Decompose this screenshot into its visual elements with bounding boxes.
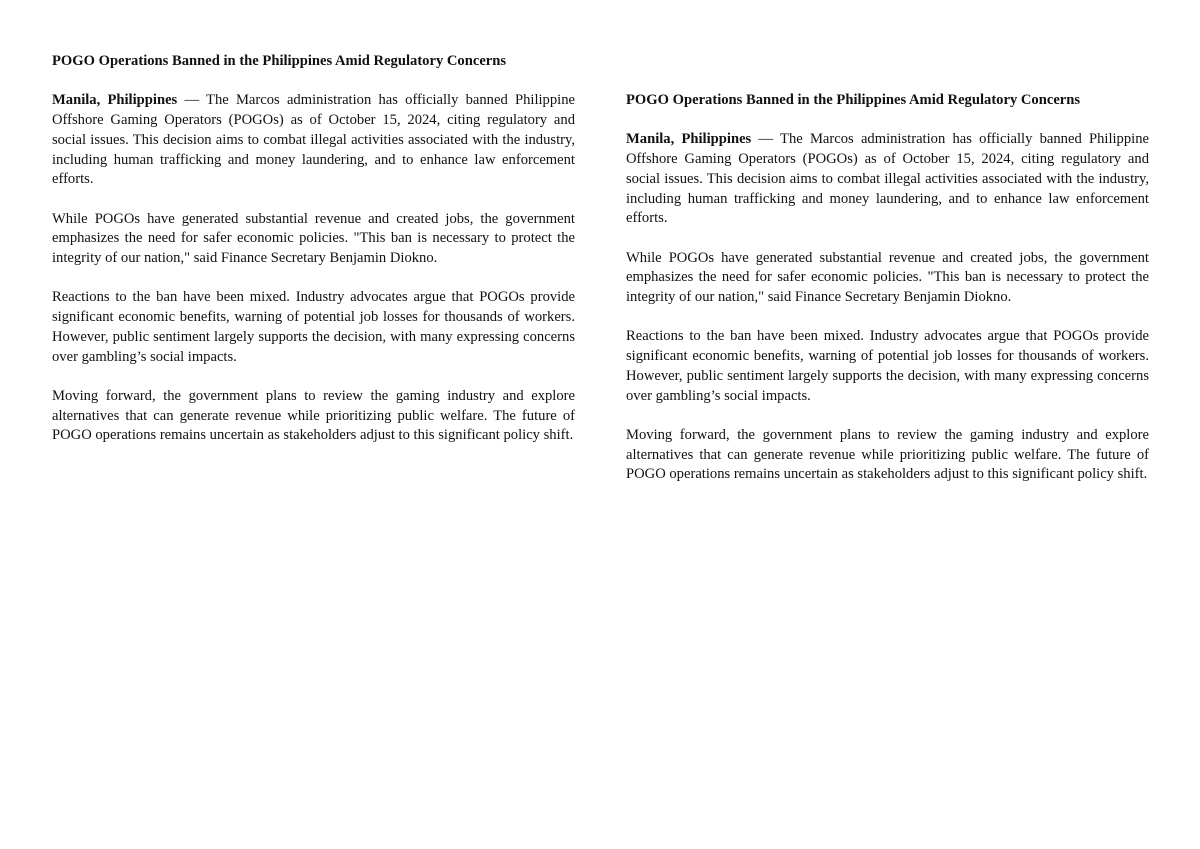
article-left xyxy=(52,52,575,466)
article-headline: POGO Operations Banned in the Philippines Amid Regulatory Concerns xyxy=(52,53,507,69)
body-paragraph: Reactions to the ban have been mixed. Industry advocates argue that POGOs provide significant economic benefits, warning of potential job losses for thousands of workers. However, public sentiment largely supports the decision, with many expressing concerns over gambling’s social impacts. xyxy=(626,328,1149,404)
lead-text: — The Marcos administration has officially banned Philippine Offshore Gaming Operators (POGOs) as of October 15, 2024, citing regulatory and social issues. This decision aims to combat illegal activities associated with the industry, including human trafficking and money laundering, and to enhance law enforcement efforts. xyxy=(52,92,575,188)
body-paragraph: While POGOs have generated substantial revenue and created jobs, the government emphasizes the need for safer economic policies. "This ban is necessary to protect the integrity of our nation," said Finance Secretary Benjamin Diokno. xyxy=(52,210,575,266)
lead-text: — The Marcos administration has officially banned Philippine Offshore Gaming Operators (POGOs) as of October 15, 2024, citing regulatory and social issues. This decision aims to combat illegal activities associated with the industry, including human trafficking and money laundering, and to enhance law enforcement efforts. xyxy=(626,131,1149,227)
dateline: Manila, Philippines xyxy=(52,92,178,109)
lead-paragraph xyxy=(626,130,1149,229)
article-right xyxy=(626,91,1149,505)
body-paragraph: Reactions to the ban have been mixed. Industry advocates argue that POGOs provide significant economic benefits, warning of potential job losses for thousands of workers. However, public sentiment largely supports the decision, with many expressing concerns over gambling’s social impacts. xyxy=(52,289,575,365)
lead-paragraph xyxy=(52,91,575,190)
dateline: Manila, Philippines xyxy=(626,131,752,148)
body-paragraph: While POGOs have generated substantial revenue and created jobs, the government emphasizes the need for safer economic policies. "This ban is necessary to protect the integrity of our nation," said Finance Secretary Benjamin Diokno. xyxy=(626,249,1149,305)
body-paragraph: Moving forward, the government plans to review the gaming industry and explore alternatives that can generate revenue while prioritizing public welfare. The future of POGO operations remains uncertain as stakeholders adjust to this significant policy shift. xyxy=(52,387,575,444)
body-paragraph: Moving forward, the government plans to review the gaming industry and explore alternatives that can generate revenue while prioritizing public welfare. The future of POGO operations remains uncertain as stakeholders adjust to this significant policy shift. xyxy=(626,426,1149,483)
article-headline: POGO Operations Banned in the Philippines Amid Regulatory Concerns xyxy=(626,92,1081,108)
